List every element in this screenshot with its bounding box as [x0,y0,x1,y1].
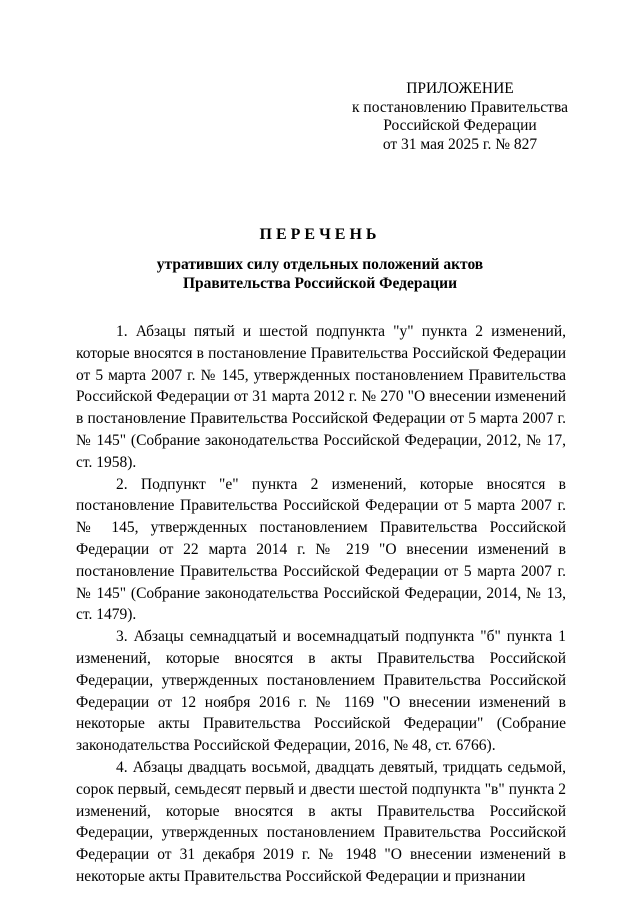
document-title: ПЕРЕЧЕНЬ [259,226,381,243]
subtitle-line-1: утративших силу отдельных положений актов [156,256,484,273]
appendix-date-number: от 31 мая 2025 г. № 827 [382,135,538,153]
appendix-label: ПРИЛОЖЕНИЕ [406,80,514,97]
title-block [60,226,580,293]
appendix-authority-line: Российской Федерации [383,117,537,134]
document-subtitle [60,256,580,293]
subtitle-line-2: Правительства Российской Федерации [182,274,458,292]
list-item-3: 3. Абзацы семнадцатый и восемнадцатый подпункта "б" пункта 1 изменений, которые вносятся в акты Правительства Российской Федерации, утвержденных постановлением Правительства Российской Федерации от 12 ноября 2016 г. № 1169 "О внесении изменений в некоторые акты Правительства Российской Федерации" (Собрание законодательства Российской Федерации, 2016, № 48, ст. 6766). [76,628,566,755]
list-item-2: 2. Подпункт "е" пункта 2 изменений, которые вносятся в постановление Правительства Российской Федерации от 5 марта 2007 г. № 145, утвержденных постановлением Правительства Российской Федерации от 22 марта 2014 г. № 219 "О внесении изменений в постановление Правительства Российской Федерации от 5 марта 2007 г. № 145" (Собрание законодательства Российской Федерации, 2014, № 13, ст. 1479). [76,475,566,624]
appendix-header [330,80,590,154]
document-body [76,321,566,888]
list-item-4: 4. Абзацы двадцать восьмой, двадцать девятый, тридцать седьмой, сорок первый, семьдесят первый и двести шестой подпункта "в" пункта 2 изменений, которые вносятся в акты Правительства Российской Федерации, утвержденных постановлением Правительства Российской Федерации от 31 декабря 2019 г. № 1948 "О внесении изменений в некоторые акты Правительства Российской Федерации и признании [76,758,566,885]
list-item-1: 1. Абзацы пятый и шестой подпункта "у" пункта 2 изменений, которые вносятся в постановление Правительства Российской Федерации от 5 марта 2007 г. № 145, утвержденных постановлением Правительства Российской Федерации от 31 марта 2012 г. № 270 "О внесении изменений в постановление Правительства Российской Федерации от 5 марта 2007 г. № 145" (Собрание законодательства Российской Федерации, 2012, № 17, ст. 1958). [76,323,566,471]
appendix-resolution-line: к постановлению Правительства [352,98,568,116]
